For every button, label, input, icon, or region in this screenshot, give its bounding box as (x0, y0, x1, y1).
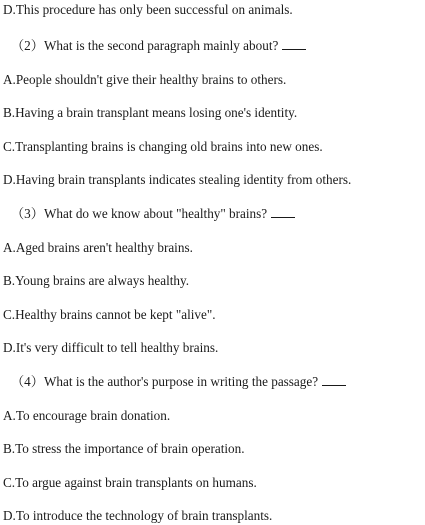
question-2 (11, 38, 306, 54)
question-2-text: （2）What is the second paragraph mainly about? (11, 38, 279, 53)
answer-blank (282, 38, 306, 50)
q2-option-d: D.Having brain transplants indicates stealing identity from others. (3, 172, 352, 187)
q2-option-b: B.Having a brain transplant means losing one's identity. (3, 105, 298, 120)
q4-option-c: C.To argue against brain transplants on humans. (3, 475, 257, 490)
question-4-text: （4）What is the author's purpose in writing the passage? (11, 374, 319, 389)
answer-blank (271, 206, 295, 218)
q3-option-d: D.It's very difficult to tell healthy brains. (3, 340, 219, 355)
q3-option-b: B.Young brains are always healthy. (3, 273, 190, 288)
q4-option-b: B.To stress the importance of brain operation. (3, 441, 245, 456)
q4-option-a: A.To encourage brain donation. (3, 408, 171, 423)
q4-option-d: D.To introduce the technology of brain transplants. (3, 508, 273, 523)
question-3-text: （3）What do we know about "healthy" brains? (11, 206, 268, 221)
q3-option-c: C.Healthy brains cannot be kept "alive". (3, 307, 216, 322)
question-4 (11, 374, 346, 390)
answer-blank (322, 374, 346, 386)
q3-option-a: A.Aged brains aren't healthy brains. (3, 240, 193, 255)
q1-option-d: D.This procedure has only been successful on animals. (3, 2, 293, 17)
q2-option-a: A.People shouldn't give their healthy brains to others. (3, 72, 287, 87)
q2-option-c: C.Transplanting brains is changing old brains into new ones. (3, 139, 323, 154)
question-3 (11, 206, 295, 222)
